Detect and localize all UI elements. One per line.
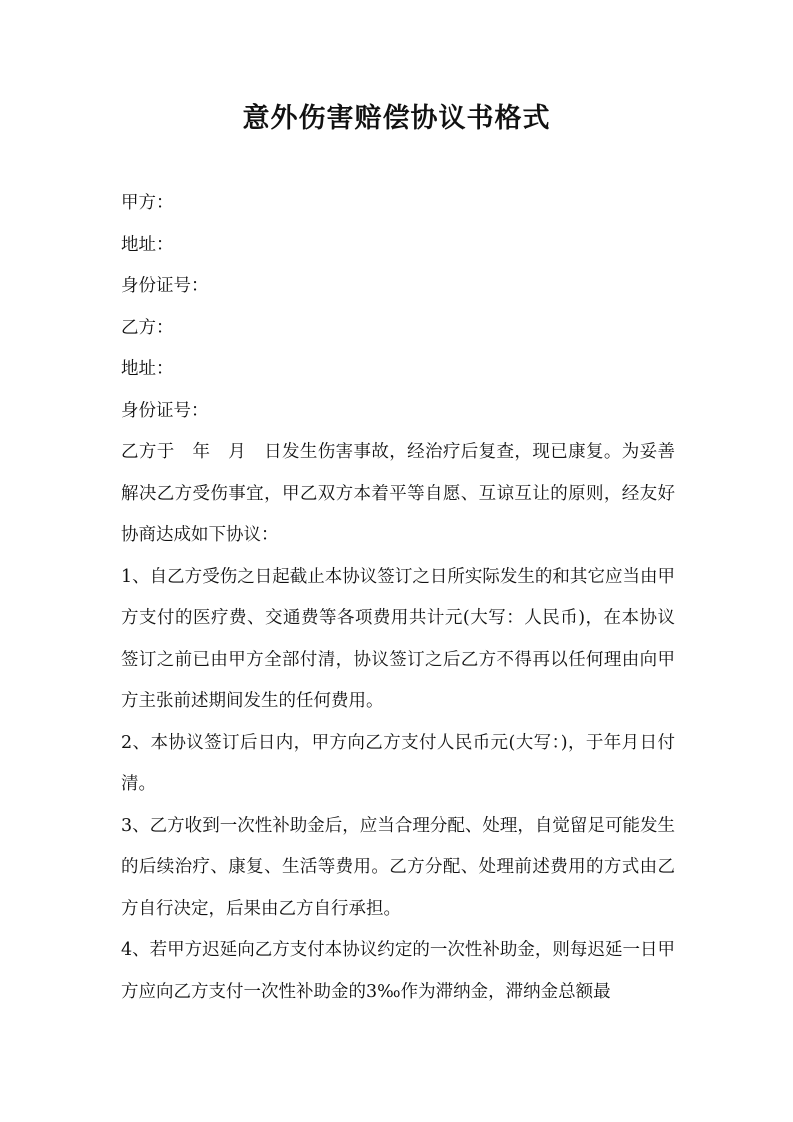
document-title: 意外伤害赔偿协议书格式 bbox=[242, 103, 551, 134]
party-a-address-label: 地址： bbox=[121, 234, 174, 255]
party-b-address-label: 地址： bbox=[121, 359, 174, 379]
clause-4: 4、若甲方迟延向乙方支付本协议约定的一次性补助金，则每迟延一日甲方应向乙方支付一次性补助金的3‰作为滞纳金，滞纳金总额最 bbox=[121, 940, 675, 1002]
clause-3: 3、乙方收到一次性补助金后，应当合理分配、处理，自觉留足可能发生的后续治疗、康复、生活等费用。乙方分配、处理前述费用的方式由乙方自行决定，后果由乙方自行承担。 bbox=[121, 815, 675, 919]
document-body bbox=[121, 183, 675, 1013]
clause-1: 1、自乙方受伤之日起截止本协议签订之日所实际发生的和其它应当由甲方支付的医疗费、交通费等各项费用共计元(大写：人民币)，在本协议签订之前已由甲方全部付清，协议签订之后乙方不得再以任何理由向甲方主张前述期间发生的任何费用。 bbox=[121, 566, 675, 711]
party-a-label: 甲方： bbox=[121, 193, 174, 213]
party-a-id-label: 身份证号： bbox=[121, 276, 209, 296]
party-b-id-label: 身份证号： bbox=[121, 400, 209, 421]
clause-2: 2、本协议签订后日内，甲方向乙方支付人民币元(大写：)，于年月日付清。 bbox=[121, 732, 675, 794]
intro-paragraph: 乙方于 年 月 日发生伤害事故，经治疗后复查，现已康复。为妥善解决乙方受伤事宜，甲乙双方本着平等自愿、互谅互让的原则，经友好协商达成如下协议： bbox=[121, 442, 675, 545]
party-b-label: 乙方： bbox=[121, 317, 174, 338]
